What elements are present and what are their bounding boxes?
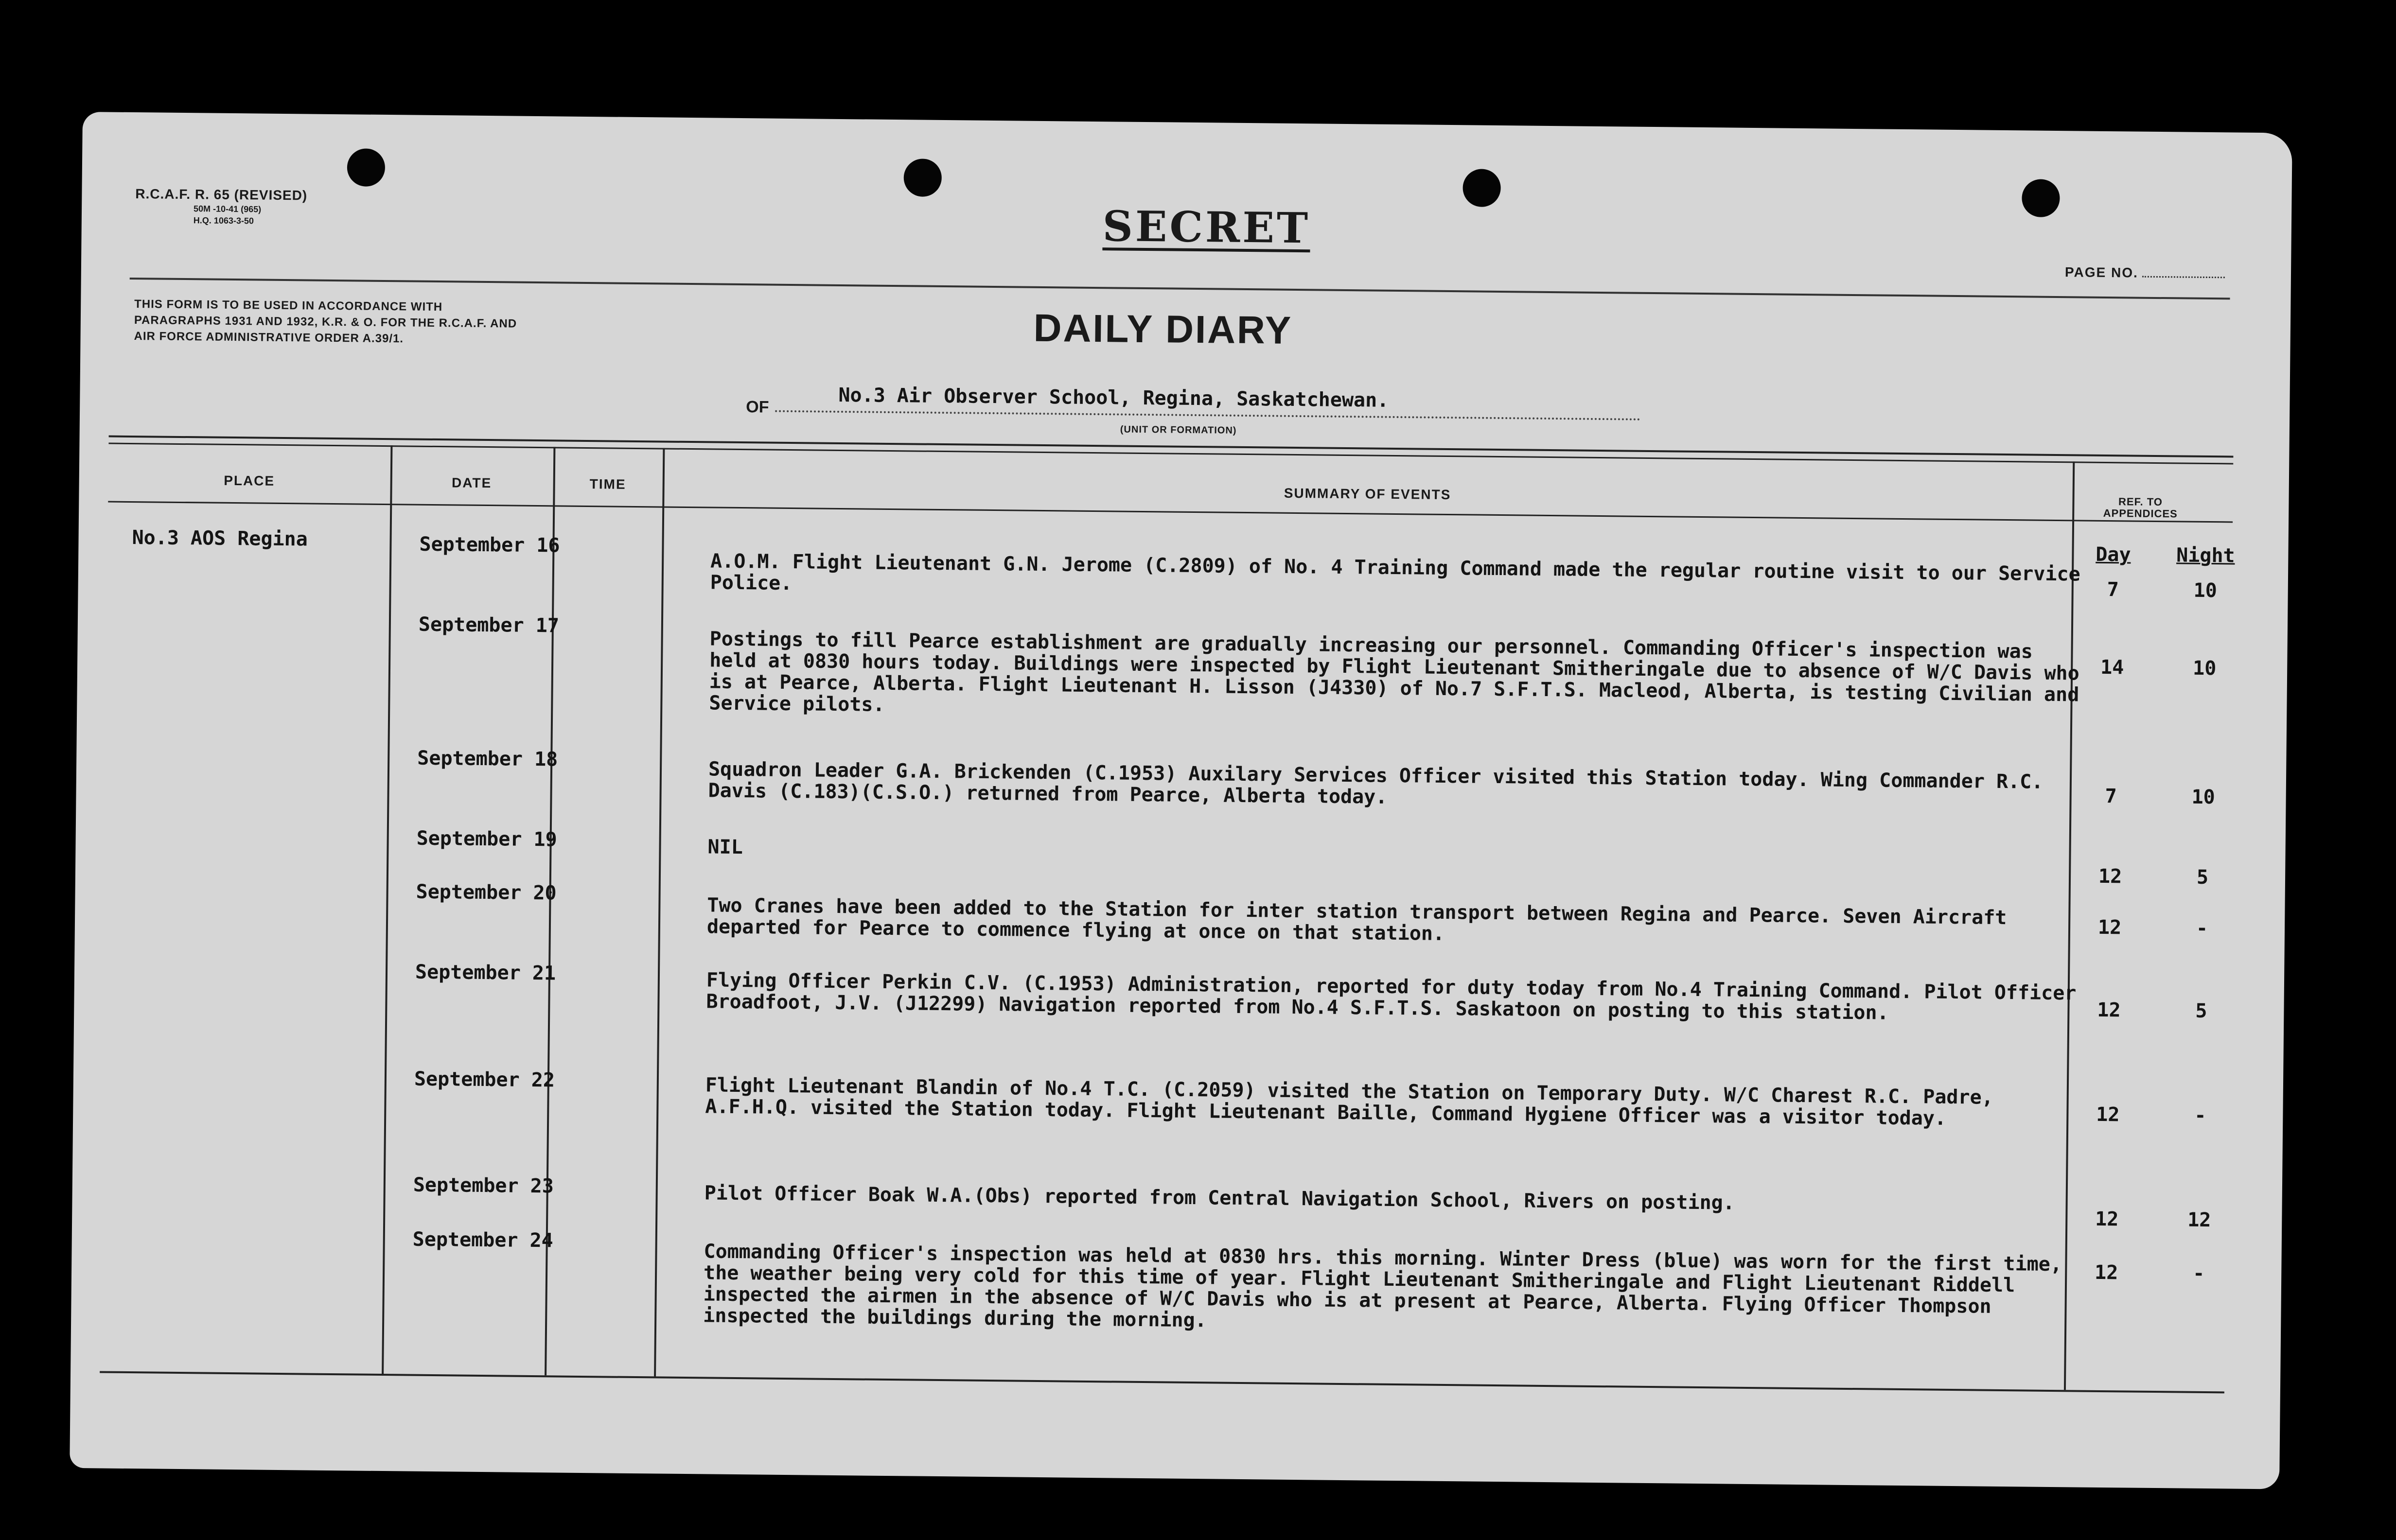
row-night-count: 5 bbox=[2196, 866, 2209, 889]
row-date: September 17 bbox=[418, 613, 560, 637]
row-day-count: 12 bbox=[2094, 1261, 2118, 1284]
subheader-night: Night bbox=[2176, 544, 2235, 567]
of-label: OF bbox=[746, 398, 769, 417]
punch-hole bbox=[903, 158, 942, 197]
row-day-count: 12 bbox=[2098, 865, 2122, 888]
diary-card bbox=[70, 112, 2292, 1489]
hq-code: H.Q. 1063-3-50 bbox=[193, 215, 254, 226]
row-summary: Two Cranes have been added to the Station for inter station transport between Regina and Pearce. Seven Aircraft departed for Pearce to commence flying at once on that station. bbox=[706, 894, 2007, 945]
column-divider bbox=[654, 448, 665, 1376]
row-date: September 19 bbox=[416, 827, 557, 851]
form-instruction: THIS FORM IS TO BE USED IN ACCORDANCE WITH PARAGRAPHS 1931 AND 1932, K.R. & O. FOR THE R.C.A.F. AND AIR FORCE ADMINISTRATIVE ORDER A.39/1. bbox=[134, 298, 517, 346]
table-bottom-rule bbox=[100, 1371, 2224, 1393]
page-number-field bbox=[2065, 264, 2225, 281]
page-number-blank bbox=[2142, 276, 2225, 279]
row-summary: NIL bbox=[707, 836, 743, 859]
punch-hole bbox=[347, 148, 386, 187]
row-night-count: 10 bbox=[2191, 786, 2215, 809]
row-summary: Postings to fill Pearce establishment are gradually increasing our personnel. Commanding Officer's inspection was held at 0830 hours today. Buildings were inspected by Flight Lieutenant Smitheringale due to absence of W/C Davis who is at Pearce, Alberta. Flight Lieutenant H. Lisson (J4330) of No.7 S.F.T.S. Macleod, Alberta, is testing Civilian and Service pilots. bbox=[709, 628, 2079, 716]
row-night-count: 5 bbox=[2195, 999, 2207, 1023]
header-place: PLACE bbox=[224, 472, 275, 489]
unit-caption: (UNIT OR FORMATION) bbox=[1120, 424, 1237, 436]
header-ref-line1: REF. TO bbox=[2118, 495, 2163, 508]
place-value: No.3 AOS Regina bbox=[132, 526, 308, 551]
row-date: September 23 bbox=[413, 1173, 554, 1198]
print-code: 50M -10-41 (965) bbox=[193, 204, 262, 214]
row-summary: A.O.M. Flight Lieutenant G.N. Jerome (C.2809) of No. 4 Training Command made the regular routine visit to our Service Police. bbox=[710, 550, 2080, 595]
row-summary: Flight Lieutenant Blandin of No.4 T.C. (C.2059) visited the Station on Temporary Duty. W/C Charest R.C. Padre, A.F.H.Q. visited the Station today. Flight Lieutenant Baille, Command Hygiene Officer was a visitor today. bbox=[705, 1074, 1993, 1130]
header-date: DATE bbox=[451, 475, 492, 491]
row-date: September 24 bbox=[412, 1228, 553, 1252]
row-day-count: 12 bbox=[2097, 998, 2121, 1022]
unit-name: No.3 Air Observer School, Regina, Saskatchewan. bbox=[838, 384, 1389, 412]
row-day-count: 12 bbox=[2097, 916, 2122, 939]
header-ref-line2: APPENDICES bbox=[2103, 507, 2178, 520]
row-summary: Pilot Officer Boak W.A.(Obs) reported from Central Navigation School, Rivers on posting. bbox=[704, 1182, 1735, 1214]
row-night-count: - bbox=[2192, 1262, 2205, 1285]
row-night-count: - bbox=[2196, 917, 2208, 940]
subheader-day: Day bbox=[2096, 543, 2131, 566]
row-summary: Flying Officer Perkin C.V. (C.1953) Administration, reported for duty today from No.4 Training Command. Pilot Officer Broadfoot, J.V. (J12299) Navigation reported from No.4 S.F.T.S. Saskatoon on posting to this station. bbox=[706, 969, 2077, 1024]
row-summary: Squadron Leader G.A. Brickenden (C.1953) Auxilary Services Officer visited this Station today. Wing Commander R.C. Davis (C.183)(C.S.O.) returned from Pearce, Alberta today. bbox=[708, 758, 2044, 808]
header-time: TIME bbox=[589, 476, 626, 492]
form-number: R.C.A.F. R. 65 (REVISED) bbox=[135, 186, 308, 203]
row-night-count: - bbox=[2194, 1104, 2206, 1127]
row-day-count: 7 bbox=[2107, 578, 2119, 601]
row-day-count: 7 bbox=[2105, 785, 2117, 808]
row-day-count: 12 bbox=[2096, 1103, 2120, 1126]
row-date: September 20 bbox=[416, 880, 557, 905]
header-rule bbox=[130, 278, 2230, 299]
row-day-count: 12 bbox=[2095, 1208, 2119, 1231]
row-date: September 21 bbox=[415, 961, 556, 985]
page-number-label: PAGE NO. bbox=[2064, 264, 2139, 280]
document-title: DAILY DIARY bbox=[1033, 306, 1293, 352]
header-summary: SUMMARY OF EVENTS bbox=[1284, 485, 1451, 503]
row-night-count: 12 bbox=[2187, 1208, 2211, 1232]
row-date: September 22 bbox=[414, 1068, 555, 1092]
row-day-count: 14 bbox=[2100, 656, 2124, 679]
row-date: September 18 bbox=[417, 747, 558, 771]
punch-hole bbox=[2022, 179, 2060, 217]
row-night-count: 10 bbox=[2193, 579, 2218, 602]
row-summary: Commanding Officer's inspection was held at 0830 hrs. this morning. Winter Dress (blue) was worn for the first time, the weather being very cold for this time of year. Flight Lieutenant Smitheringale and Flight Lieutenant Riddell inspected the airmen in the absence of W/C Davis who is at present at Pearce, Alberta. Flying Officer Thompson inspected the buildings during the morning. bbox=[703, 1240, 2062, 1332]
punch-hole bbox=[1462, 169, 1501, 207]
row-date: September 16 bbox=[419, 533, 560, 557]
header-ref-appendices bbox=[2077, 495, 2203, 520]
classification-stamp: SECRET bbox=[1102, 202, 1311, 253]
row-night-count: 10 bbox=[2192, 657, 2217, 680]
form-reference bbox=[135, 185, 308, 228]
